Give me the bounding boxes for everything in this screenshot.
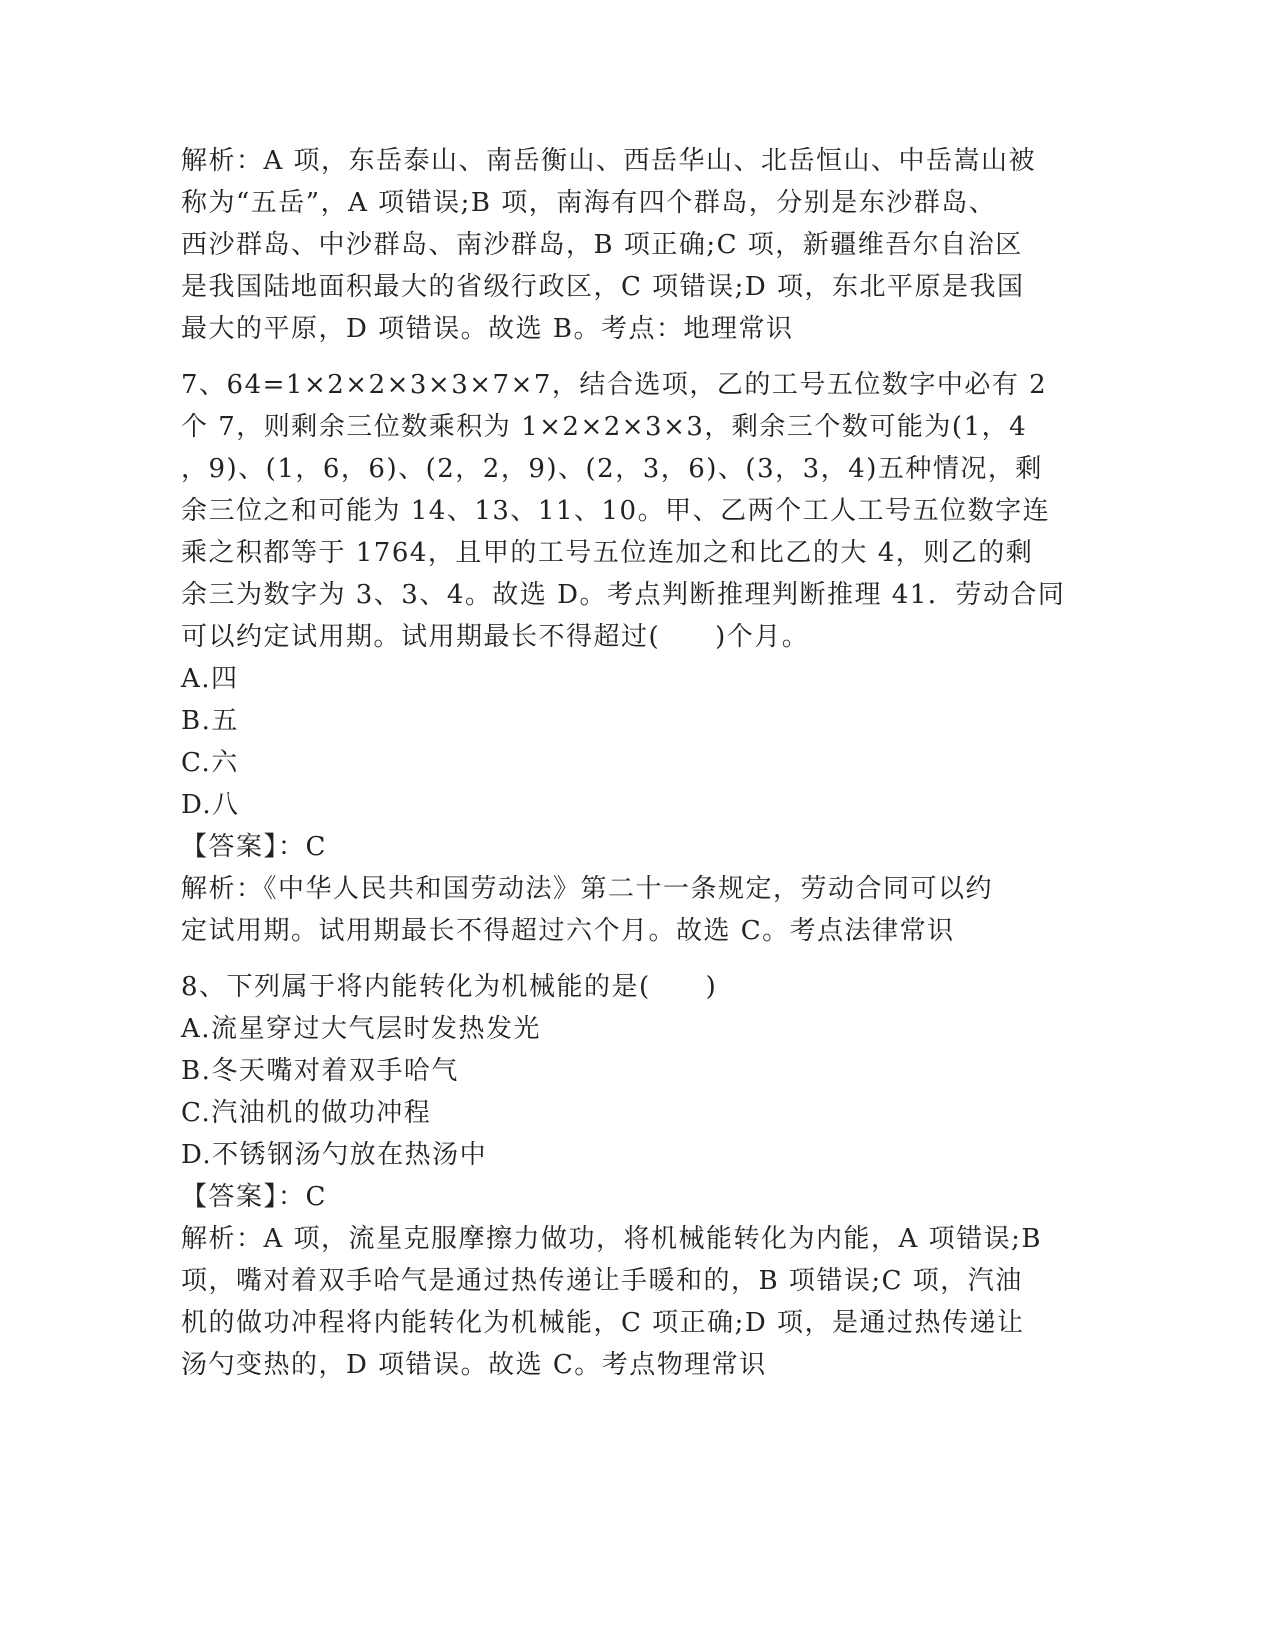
- q8-options: [181, 1008, 1051, 1176]
- option-d: D.八: [181, 790, 240, 820]
- option-c: C.汽油机的做功冲程: [181, 1098, 432, 1128]
- question-line: 余三位之和可能为 14、13、11、10。甲、乙两个工人工号五位数字连: [181, 496, 1051, 526]
- analysis-line: 项，嘴对着双手哈气是通过热传递让手暖和的，B 项错误;C 项，汽油: [181, 1266, 1023, 1296]
- analysis-line: 称为“五岳”，A 项错误;B 项，南海有四个群岛，分别是东沙群岛、: [181, 188, 997, 218]
- option-a: A.流星穿过大气层时发热发光: [181, 1014, 542, 1044]
- analysis-line: 解析：A 项，东岳泰山、南岳衡山、西岳华山、北岳恒山、中岳嵩山被: [181, 146, 1037, 176]
- question-line: 乘之积都等于 1764，且甲的工号五位连加之和比乙的大 4，则乙的剩: [181, 538, 1034, 568]
- option-b: B.五: [181, 706, 239, 736]
- analysis-line: 定试用期。试用期最长不得超过六个月。故选 C。考点法律常识: [181, 916, 955, 946]
- question-line: ，9)、(1，6，6)、(2，2，9)、(2，3，6)、(3，3，4)五种情况，剩: [181, 454, 1043, 484]
- question-line: 7、64=1×2×2×3×3×7×7，结合选项，乙的工号五位数字中必有 2: [181, 370, 1048, 400]
- question-line: 个 7，则剩余三位数乘积为 1×2×2×3×3，剩余三个数可能为(1，4: [181, 412, 1028, 442]
- document-content: [181, 140, 1066, 1386]
- option-d: D.不锈钢汤勺放在热汤中: [181, 1140, 488, 1170]
- analysis-line: 西沙群岛、中沙群岛、南沙群岛，B 项正确;C 项，新疆维吾尔自治区: [181, 230, 1023, 260]
- q8-question: 8、下列属于将内能转化为机械能的是( ): [181, 972, 718, 1002]
- q8-answer: 【答案】：C: [181, 1182, 327, 1212]
- analysis-line: 汤勺变热的，D 项错误。故选 C。考点物理常识: [181, 1350, 767, 1380]
- analysis-line: 机的做功冲程将内能转化为机械能，C 项正确;D 项，是通过热传递让: [181, 1308, 1025, 1338]
- q8-analysis: [181, 1218, 1051, 1386]
- analysis-line: 解析：《中华人民共和国劳动法》第二十一条规定，劳动合同可以约: [181, 874, 994, 904]
- analysis-line: 最大的平原，D 项错误。故选 B。考点：地理常识: [181, 314, 794, 344]
- option-a: A.四: [181, 664, 239, 694]
- option-b: B.冬天嘴对着双手哈气: [181, 1056, 459, 1086]
- q6-analysis: [181, 140, 1051, 350]
- q7-options: [181, 658, 1051, 826]
- option-c: C.六: [181, 748, 239, 778]
- question-line: 可以约定试用期。试用期最长不得超过( )个月。: [181, 622, 810, 652]
- analysis-line: 是我国陆地面积最大的省级行政区，C 项错误;D 项，东北平原是我国: [181, 272, 1025, 302]
- analysis-line: 解析：A 项，流星克服摩擦力做功，将机械能转化为内能，A 项错误;B: [181, 1224, 1042, 1254]
- q7-analysis: [181, 868, 1051, 952]
- question-line: 余三为数字为 3、3、4。故选 D。考点判断推理判断推理 41．劳动合同: [181, 580, 1066, 610]
- q7-answer: 【答案】：C: [181, 832, 327, 862]
- q7-text: [181, 364, 1066, 658]
